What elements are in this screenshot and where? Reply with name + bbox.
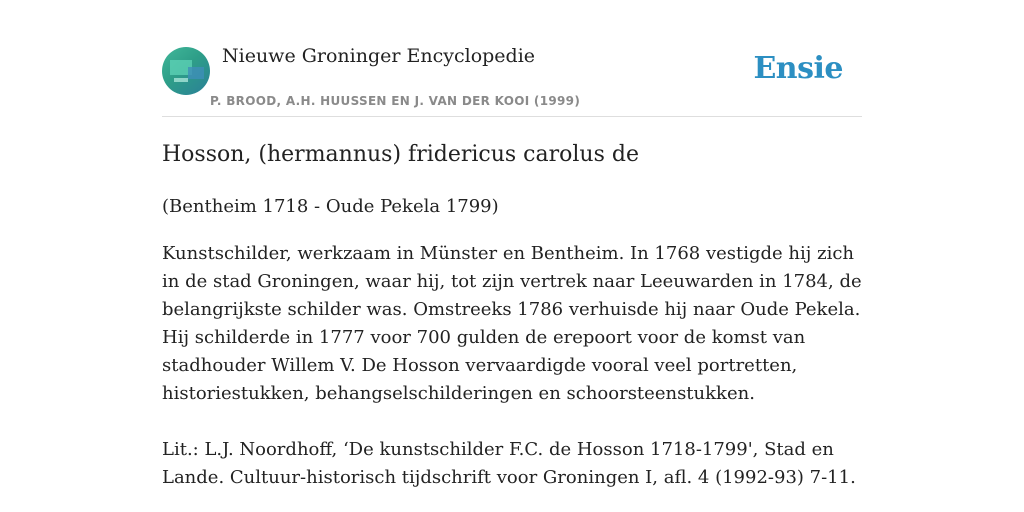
cover-shape <box>188 67 204 79</box>
authors-line: P. BROOD, A.H. HUUSSEN EN J. VAN DER KOOI (1999) <box>210 94 581 108</box>
entry-title: Hosson, (hermannus) fridericus carolus de <box>162 142 639 167</box>
entry-body <box>162 240 862 492</box>
literature-reference: Lit.: L.J. Noordhoff, ‘De kunstschilder F.C. de Hosson 1718-1799', Stad en Lande. Cultuur-historisch tijdschrift voor Groningen I, afl. 4 (1992-93) 7-11. <box>162 439 856 488</box>
entry-card <box>162 40 862 488</box>
entry-paragraph: Kunstschilder, werkzaam in Münster en Bentheim. In 1768 vestigde hij zich in de stad Groningen, waar hij, tot zijn vertrek naar Leeuwarden in 1784, de belangrijkste schilder was. Omstreeks 1786 verhuisde hij naar Oude Pekela. Hij schilderde in 1777 voor 700 gulden de erepoort voor de komst van stadhouder Willem V. De Hosson vervaardigde vooral veel portretten, historiestukken, behangselschilderingen en schoorsteenstukken. <box>162 243 862 404</box>
cover-shape <box>174 78 188 82</box>
entry-lifespan: (Bentheim 1718 - Oude Pekela 1799) <box>162 196 499 217</box>
encyclopedia-title[interactable]: Nieuwe Groninger Encyclopedie <box>222 45 536 67</box>
ensie-logo[interactable]: Ensie <box>753 51 843 86</box>
source-header <box>162 40 862 117</box>
encyclopedia-cover-thumbnail[interactable] <box>162 47 210 95</box>
